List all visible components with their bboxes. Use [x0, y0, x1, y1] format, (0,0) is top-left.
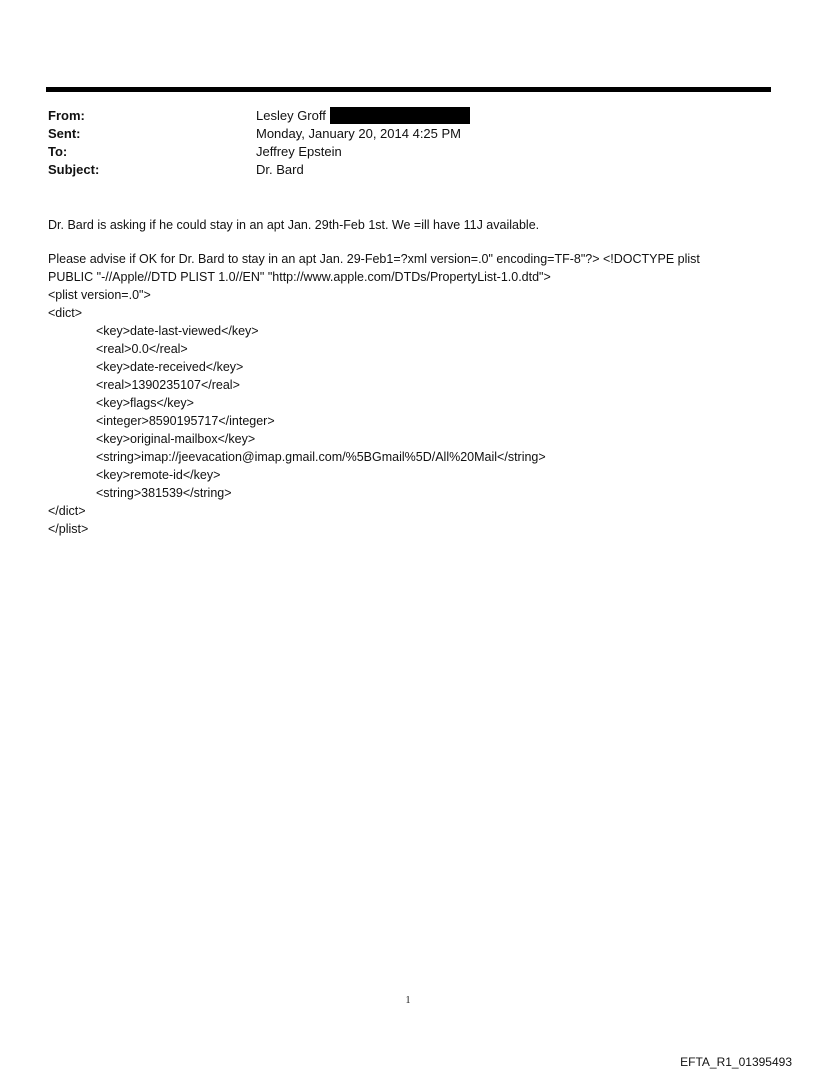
xml-line: <key>original-mailbox</key>: [96, 432, 256, 446]
subject-row: [48, 161, 748, 179]
xml-line: <string>381539</string>: [96, 486, 232, 500]
xml-line: <key>date-received</key>: [96, 360, 244, 374]
body-paragraph-2: [48, 250, 768, 538]
redaction-box: [330, 107, 470, 124]
xml-line: <integer>8590195717</integer>: [96, 414, 275, 428]
subject-label: Subject:: [48, 162, 100, 177]
email-header: [48, 107, 748, 179]
from-label: From:: [48, 108, 85, 123]
body-line: Please advise if OK for Dr. Bard to stay in an apt Jan. 29-Feb1=?xml version=.0" encoding=TF-8"?> <!DOCTYPE plist: [48, 252, 700, 266]
from-row: [48, 107, 748, 125]
xml-line: <real>0.0</real>: [96, 342, 188, 356]
xml-line: <plist version=.0">: [48, 288, 151, 302]
subject-value: Dr. Bard: [256, 162, 304, 177]
body-paragraph-1: Dr. Bard is asking if he could stay in an apt Jan. 29th-Feb 1st. We =ill have 11J available.: [48, 218, 540, 232]
sent-label: Sent:: [48, 126, 81, 141]
from-name: Lesley Groff: [256, 108, 326, 123]
xml-line: <real>1390235107</real>: [96, 378, 240, 392]
to-value: Jeffrey Epstein: [256, 144, 342, 159]
xml-line: <string>imap://jeevacation@imap.gmail.com/%5BGmail%5D/All%20Mail</string>: [96, 450, 546, 464]
to-row: [48, 143, 748, 161]
email-body: [48, 216, 768, 538]
xml-line: <dict>: [48, 306, 83, 320]
to-label: To:: [48, 144, 68, 159]
body-line: PUBLIC "-//Apple//DTD PLIST 1.0//EN" "http://www.apple.com/DTDs/PropertyList-1.0.dtd">: [48, 270, 551, 284]
header-rule: [46, 87, 771, 92]
xml-line: </dict>: [48, 504, 86, 518]
document-id: EFTA_R1_01395493: [680, 1055, 792, 1069]
xml-line: <key>remote-id</key>: [96, 468, 221, 482]
xml-line: <key>date-last-viewed</key>: [96, 324, 259, 338]
sent-value: Monday, January 20, 2014 4:25 PM: [256, 126, 461, 141]
from-value: [256, 107, 470, 125]
xml-line: <key>flags</key>: [96, 396, 194, 410]
xml-line: </plist>: [48, 522, 89, 536]
sent-row: [48, 125, 748, 143]
page-number: 1: [405, 995, 411, 1006]
